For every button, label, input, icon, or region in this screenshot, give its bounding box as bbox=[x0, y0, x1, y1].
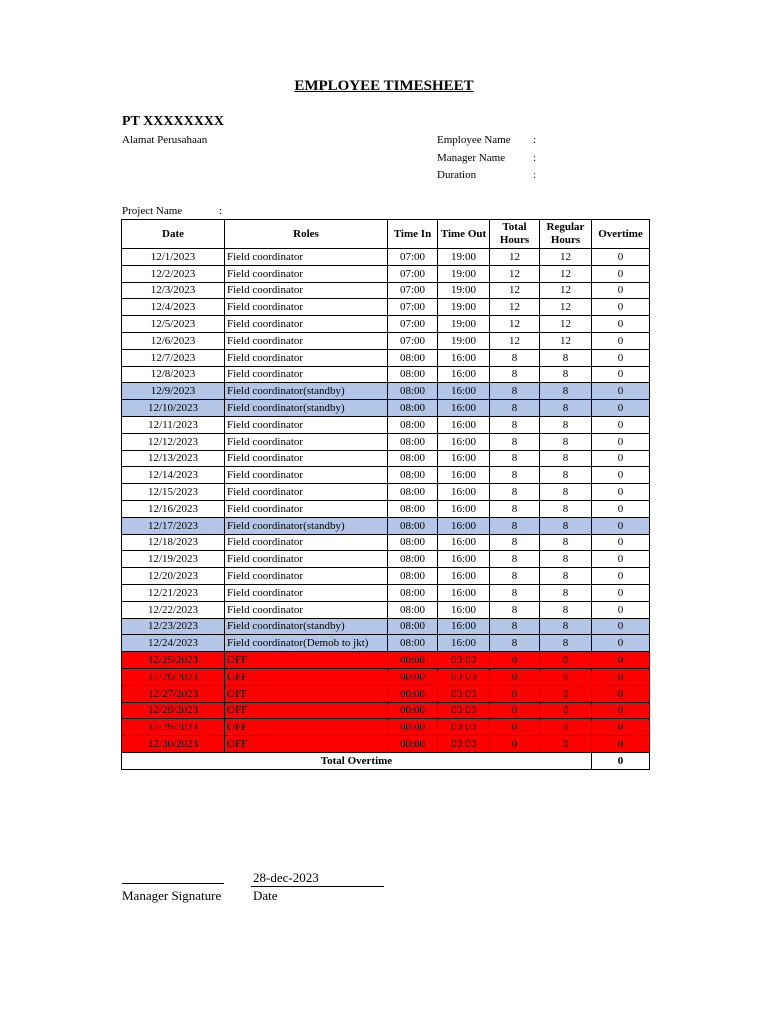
manager-signature-line bbox=[122, 883, 224, 884]
cell-time-in: 08:00 bbox=[388, 349, 438, 366]
cell-regular-hours: 0 bbox=[540, 685, 592, 702]
cell-date: 12/16/2023 bbox=[122, 500, 225, 517]
header-time-in: Time In bbox=[388, 220, 438, 249]
cell-regular-hours: 12 bbox=[540, 249, 592, 266]
cell-total-hours: 8 bbox=[490, 601, 540, 618]
cell-overtime: 0 bbox=[592, 400, 650, 417]
header-total-hours: Total Hours bbox=[490, 220, 540, 249]
cell-date: 12/21/2023 bbox=[122, 584, 225, 601]
cell-time-out: 16:00 bbox=[438, 517, 490, 534]
table-row bbox=[122, 383, 650, 400]
cell-overtime: 0 bbox=[592, 736, 650, 753]
cell-date: 12/6/2023 bbox=[122, 332, 225, 349]
cell-overtime: 0 bbox=[592, 551, 650, 568]
cell-role: Field coordinator bbox=[225, 467, 388, 484]
employee-name-colon: : bbox=[533, 134, 537, 146]
cell-role: Field coordinator bbox=[225, 416, 388, 433]
cell-regular-hours: 12 bbox=[540, 332, 592, 349]
cell-regular-hours: 8 bbox=[540, 416, 592, 433]
cell-regular-hours: 8 bbox=[540, 584, 592, 601]
cell-time-in: 00:00 bbox=[388, 685, 438, 702]
header-overtime: Overtime bbox=[592, 220, 650, 249]
cell-time-out: 16:00 bbox=[438, 450, 490, 467]
timesheet-body bbox=[122, 249, 650, 753]
cell-role: OFF bbox=[225, 702, 388, 719]
table-row bbox=[122, 618, 650, 635]
cell-overtime: 0 bbox=[592, 249, 650, 266]
cell-date: 12/23/2023 bbox=[122, 618, 225, 635]
cell-time-out: 19:00 bbox=[438, 332, 490, 349]
cell-role: OFF bbox=[225, 719, 388, 736]
table-row bbox=[122, 685, 650, 702]
cell-total-hours: 8 bbox=[490, 551, 540, 568]
cell-time-out: 16:00 bbox=[438, 618, 490, 635]
cell-total-hours: 8 bbox=[490, 433, 540, 450]
table-row bbox=[122, 517, 650, 534]
cell-time-out: 16:00 bbox=[438, 500, 490, 517]
cell-date: 12/29/2023 bbox=[122, 719, 225, 736]
cell-total-hours: 8 bbox=[490, 635, 540, 652]
cell-total-hours: 8 bbox=[490, 467, 540, 484]
cell-time-in: 08:00 bbox=[388, 484, 438, 501]
cell-overtime: 0 bbox=[592, 484, 650, 501]
timesheet-table bbox=[121, 219, 650, 770]
document-title-text: EMPLOYEE TIMESHEET bbox=[294, 78, 474, 94]
cell-total-hours: 12 bbox=[490, 282, 540, 299]
cell-time-out: 16:00 bbox=[438, 366, 490, 383]
cell-overtime: 0 bbox=[592, 450, 650, 467]
cell-time-out: 16:00 bbox=[438, 635, 490, 652]
cell-regular-hours: 0 bbox=[540, 719, 592, 736]
header-time-out: Time Out bbox=[438, 220, 490, 249]
cell-total-hours: 8 bbox=[490, 584, 540, 601]
cell-total-hours: 8 bbox=[490, 383, 540, 400]
cell-regular-hours: 8 bbox=[540, 433, 592, 450]
cell-overtime: 0 bbox=[592, 584, 650, 601]
table-row bbox=[122, 400, 650, 417]
cell-total-hours: 8 bbox=[490, 534, 540, 551]
cell-role: Field coordinator bbox=[225, 265, 388, 282]
project-name-row bbox=[122, 205, 223, 217]
cell-total-hours: 8 bbox=[490, 400, 540, 417]
cell-regular-hours: 8 bbox=[540, 517, 592, 534]
cell-role: Field coordinator bbox=[225, 433, 388, 450]
cell-date: 12/27/2023 bbox=[122, 685, 225, 702]
cell-time-in: 00:00 bbox=[388, 652, 438, 669]
table-row bbox=[122, 568, 650, 585]
cell-time-out: 16:00 bbox=[438, 467, 490, 484]
cell-regular-hours: 8 bbox=[540, 635, 592, 652]
cell-time-out: 00:00 bbox=[438, 702, 490, 719]
table-row bbox=[122, 500, 650, 517]
cell-time-in: 08:00 bbox=[388, 618, 438, 635]
company-address: Alamat Perusahaan bbox=[122, 134, 208, 146]
cell-date: 12/3/2023 bbox=[122, 282, 225, 299]
cell-time-out: 16:00 bbox=[438, 534, 490, 551]
cell-regular-hours: 0 bbox=[540, 736, 592, 753]
table-row bbox=[122, 551, 650, 568]
cell-regular-hours: 8 bbox=[540, 618, 592, 635]
table-row bbox=[122, 299, 650, 316]
cell-regular-hours: 8 bbox=[540, 366, 592, 383]
table-row bbox=[122, 450, 650, 467]
cell-overtime: 0 bbox=[592, 568, 650, 585]
cell-total-hours: 12 bbox=[490, 332, 540, 349]
table-row bbox=[122, 282, 650, 299]
signature-date-label: Date bbox=[253, 888, 278, 903]
table-row bbox=[122, 534, 650, 551]
cell-time-out: 19:00 bbox=[438, 265, 490, 282]
cell-time-in: 08:00 bbox=[388, 450, 438, 467]
cell-regular-hours: 8 bbox=[540, 500, 592, 517]
cell-time-out: 16:00 bbox=[438, 551, 490, 568]
cell-time-out: 00:00 bbox=[438, 685, 490, 702]
cell-regular-hours: 12 bbox=[540, 316, 592, 333]
total-overtime-label: Total Overtime bbox=[122, 752, 592, 769]
cell-time-in: 08:00 bbox=[388, 601, 438, 618]
cell-role: Field coordinator bbox=[225, 551, 388, 568]
cell-overtime: 0 bbox=[592, 282, 650, 299]
cell-regular-hours: 8 bbox=[540, 534, 592, 551]
cell-overtime: 0 bbox=[592, 719, 650, 736]
table-row bbox=[122, 467, 650, 484]
cell-total-hours: 0 bbox=[490, 652, 540, 669]
table-row bbox=[122, 265, 650, 282]
cell-total-hours: 12 bbox=[490, 265, 540, 282]
cell-time-in: 08:00 bbox=[388, 635, 438, 652]
cell-time-in: 08:00 bbox=[388, 500, 438, 517]
cell-time-out: 16:00 bbox=[438, 349, 490, 366]
cell-date: 12/9/2023 bbox=[122, 383, 225, 400]
cell-overtime: 0 bbox=[592, 618, 650, 635]
cell-time-in: 07:00 bbox=[388, 265, 438, 282]
cell-time-in: 08:00 bbox=[388, 568, 438, 585]
cell-regular-hours: 0 bbox=[540, 652, 592, 669]
cell-time-out: 00:00 bbox=[438, 668, 490, 685]
cell-role: Field coordinator bbox=[225, 568, 388, 585]
cell-role: OFF bbox=[225, 736, 388, 753]
cell-time-in: 08:00 bbox=[388, 383, 438, 400]
cell-date: 12/22/2023 bbox=[122, 601, 225, 618]
cell-date: 12/4/2023 bbox=[122, 299, 225, 316]
cell-total-hours: 0 bbox=[490, 685, 540, 702]
cell-date: 12/18/2023 bbox=[122, 534, 225, 551]
cell-time-in: 07:00 bbox=[388, 299, 438, 316]
cell-time-in: 07:00 bbox=[388, 316, 438, 333]
cell-role: Field coordinator bbox=[225, 332, 388, 349]
cell-time-in: 07:00 bbox=[388, 249, 438, 266]
cell-total-hours: 8 bbox=[490, 349, 540, 366]
cell-regular-hours: 0 bbox=[540, 668, 592, 685]
cell-total-hours: 8 bbox=[490, 517, 540, 534]
cell-time-out: 00:00 bbox=[438, 736, 490, 753]
cell-total-hours: 8 bbox=[490, 366, 540, 383]
cell-time-in: 07:00 bbox=[388, 282, 438, 299]
header-roles: Roles bbox=[225, 220, 388, 249]
cell-regular-hours: 8 bbox=[540, 484, 592, 501]
cell-date: 12/15/2023 bbox=[122, 484, 225, 501]
cell-role: Field coordinator bbox=[225, 316, 388, 333]
cell-regular-hours: 12 bbox=[540, 265, 592, 282]
cell-overtime: 0 bbox=[592, 668, 650, 685]
cell-role: Field coordinator(standby) bbox=[225, 383, 388, 400]
cell-overtime: 0 bbox=[592, 416, 650, 433]
cell-time-out: 00:00 bbox=[438, 719, 490, 736]
cell-role: Field coordinator bbox=[225, 299, 388, 316]
cell-time-in: 08:00 bbox=[388, 433, 438, 450]
cell-role: Field coordinator bbox=[225, 366, 388, 383]
cell-date: 12/1/2023 bbox=[122, 249, 225, 266]
cell-overtime: 0 bbox=[592, 467, 650, 484]
cell-regular-hours: 12 bbox=[540, 299, 592, 316]
table-row bbox=[122, 249, 650, 266]
cell-date: 12/5/2023 bbox=[122, 316, 225, 333]
cell-role: Field coordinator bbox=[225, 450, 388, 467]
cell-date: 12/7/2023 bbox=[122, 349, 225, 366]
cell-date: 12/8/2023 bbox=[122, 366, 225, 383]
cell-date: 12/28/2023 bbox=[122, 702, 225, 719]
cell-regular-hours: 8 bbox=[540, 467, 592, 484]
table-row bbox=[122, 719, 650, 736]
cell-date: 12/20/2023 bbox=[122, 568, 225, 585]
table-row bbox=[122, 635, 650, 652]
cell-role: Field coordinator(standby) bbox=[225, 400, 388, 417]
cell-time-out: 19:00 bbox=[438, 282, 490, 299]
cell-date: 12/19/2023 bbox=[122, 551, 225, 568]
cell-regular-hours: 0 bbox=[540, 702, 592, 719]
cell-date: 12/25/2023 bbox=[122, 652, 225, 669]
cell-date: 12/12/2023 bbox=[122, 433, 225, 450]
cell-total-hours: 8 bbox=[490, 450, 540, 467]
cell-role: Field coordinator bbox=[225, 282, 388, 299]
cell-time-in: 00:00 bbox=[388, 736, 438, 753]
cell-overtime: 0 bbox=[592, 299, 650, 316]
cell-overtime: 0 bbox=[592, 332, 650, 349]
cell-time-out: 16:00 bbox=[438, 601, 490, 618]
table-row bbox=[122, 652, 650, 669]
manager-name-colon: : bbox=[533, 151, 537, 164]
table-row bbox=[122, 416, 650, 433]
header-date: Date bbox=[122, 220, 225, 249]
cell-time-out: 16:00 bbox=[438, 433, 490, 450]
manager-name-label: Manager Name bbox=[437, 151, 506, 164]
signature-date-value: 28-dec-2023 bbox=[253, 870, 319, 885]
cell-regular-hours: 12 bbox=[540, 282, 592, 299]
table-row bbox=[122, 433, 650, 450]
cell-role: Field coordinator(standby) bbox=[225, 517, 388, 534]
cell-time-in: 00:00 bbox=[388, 702, 438, 719]
cell-total-hours: 0 bbox=[490, 736, 540, 753]
cell-regular-hours: 8 bbox=[540, 383, 592, 400]
cell-total-hours: 8 bbox=[490, 618, 540, 635]
cell-total-hours: 12 bbox=[490, 316, 540, 333]
cell-time-out: 19:00 bbox=[438, 299, 490, 316]
cell-role: Field coordinator bbox=[225, 584, 388, 601]
cell-overtime: 0 bbox=[592, 635, 650, 652]
cell-total-hours: 8 bbox=[490, 500, 540, 517]
cell-role: OFF bbox=[225, 652, 388, 669]
cell-overtime: 0 bbox=[592, 383, 650, 400]
cell-total-hours: 0 bbox=[490, 668, 540, 685]
cell-total-hours: 0 bbox=[490, 719, 540, 736]
cell-time-out: 16:00 bbox=[438, 383, 490, 400]
cell-role: Field coordinator bbox=[225, 349, 388, 366]
cell-time-in: 07:00 bbox=[388, 332, 438, 349]
cell-overtime: 0 bbox=[592, 265, 650, 282]
cell-time-in: 08:00 bbox=[388, 400, 438, 417]
cell-role: Field coordinator bbox=[225, 484, 388, 501]
cell-time-in: 08:00 bbox=[388, 584, 438, 601]
cell-time-in: 08:00 bbox=[388, 467, 438, 484]
table-row bbox=[122, 316, 650, 333]
signature-date-line bbox=[251, 886, 384, 887]
cell-date: 12/11/2023 bbox=[122, 416, 225, 433]
cell-total-hours: 12 bbox=[490, 249, 540, 266]
cell-overtime: 0 bbox=[592, 433, 650, 450]
cell-role: OFF bbox=[225, 685, 388, 702]
cell-overtime: 0 bbox=[592, 702, 650, 719]
cell-overtime: 0 bbox=[592, 601, 650, 618]
cell-overtime: 0 bbox=[592, 534, 650, 551]
cell-date: 12/13/2023 bbox=[122, 450, 225, 467]
cell-role: Field coordinator bbox=[225, 534, 388, 551]
cell-date: 12/26/2023 bbox=[122, 668, 225, 685]
cell-date: 12/24/2023 bbox=[122, 635, 225, 652]
company-name: PT XXXXXXXX bbox=[122, 114, 225, 129]
cell-time-in: 08:00 bbox=[388, 534, 438, 551]
table-header-row bbox=[122, 220, 650, 249]
cell-role: Field coordinator(Demob to jkt) bbox=[225, 635, 388, 652]
table-row bbox=[122, 668, 650, 685]
cell-overtime: 0 bbox=[592, 500, 650, 517]
table-row bbox=[122, 584, 650, 601]
cell-overtime: 0 bbox=[592, 517, 650, 534]
cell-regular-hours: 8 bbox=[540, 450, 592, 467]
cell-role: Field coordinator bbox=[225, 249, 388, 266]
cell-overtime: 0 bbox=[592, 366, 650, 383]
cell-date: 12/17/2023 bbox=[122, 517, 225, 534]
cell-time-out: 16:00 bbox=[438, 568, 490, 585]
table-row bbox=[122, 484, 650, 501]
cell-overtime: 0 bbox=[592, 685, 650, 702]
employee-name-label: Employee Name bbox=[437, 134, 511, 146]
cell-time-in: 00:00 bbox=[388, 719, 438, 736]
project-name-colon: : bbox=[219, 205, 223, 217]
cell-total-hours: 0 bbox=[490, 702, 540, 719]
cell-time-in: 08:00 bbox=[388, 517, 438, 534]
cell-regular-hours: 8 bbox=[540, 349, 592, 366]
cell-regular-hours: 8 bbox=[540, 400, 592, 417]
header-regular-hours: Regular Hours bbox=[540, 220, 592, 249]
cell-regular-hours: 8 bbox=[540, 551, 592, 568]
cell-regular-hours: 8 bbox=[540, 568, 592, 585]
cell-time-out: 16:00 bbox=[438, 416, 490, 433]
cell-time-out: 19:00 bbox=[438, 316, 490, 333]
cell-time-out: 19:00 bbox=[438, 249, 490, 266]
cell-total-hours: 8 bbox=[490, 568, 540, 585]
cell-date: 12/10/2023 bbox=[122, 400, 225, 417]
cell-time-out: 16:00 bbox=[438, 484, 490, 501]
cell-regular-hours: 8 bbox=[540, 601, 592, 618]
cell-overtime: 0 bbox=[592, 349, 650, 366]
table-row bbox=[122, 702, 650, 719]
duration-label: Duration bbox=[437, 169, 477, 181]
cell-time-in: 08:00 bbox=[388, 416, 438, 433]
cell-time-out: 00:00 bbox=[438, 652, 490, 669]
cell-time-in: 00:00 bbox=[388, 668, 438, 685]
table-row bbox=[122, 366, 650, 383]
total-overtime-row bbox=[122, 752, 650, 769]
table-row bbox=[122, 332, 650, 349]
cell-overtime: 0 bbox=[592, 316, 650, 333]
cell-date: 12/14/2023 bbox=[122, 467, 225, 484]
duration-colon: : bbox=[533, 169, 537, 181]
table-row bbox=[122, 736, 650, 753]
cell-role: OFF bbox=[225, 668, 388, 685]
cell-overtime: 0 bbox=[592, 652, 650, 669]
cell-time-out: 16:00 bbox=[438, 400, 490, 417]
cell-date: 12/2/2023 bbox=[122, 265, 225, 282]
cell-time-out: 16:00 bbox=[438, 584, 490, 601]
cell-total-hours: 8 bbox=[490, 484, 540, 501]
total-overtime-value: 0 bbox=[592, 752, 650, 769]
cell-time-in: 08:00 bbox=[388, 551, 438, 568]
table-row bbox=[122, 349, 650, 366]
cell-time-in: 08:00 bbox=[388, 366, 438, 383]
project-name-label: Project Name bbox=[122, 205, 183, 217]
manager-signature-label: Manager Signature bbox=[122, 888, 222, 903]
cell-date: 12/30/2023 bbox=[122, 736, 225, 753]
table-row bbox=[122, 601, 650, 618]
cell-total-hours: 8 bbox=[490, 416, 540, 433]
cell-role: Field coordinator(standby) bbox=[225, 618, 388, 635]
cell-role: Field coordinator bbox=[225, 500, 388, 517]
document-title bbox=[0, 78, 768, 95]
cell-total-hours: 12 bbox=[490, 299, 540, 316]
cell-role: Field coordinator bbox=[225, 601, 388, 618]
